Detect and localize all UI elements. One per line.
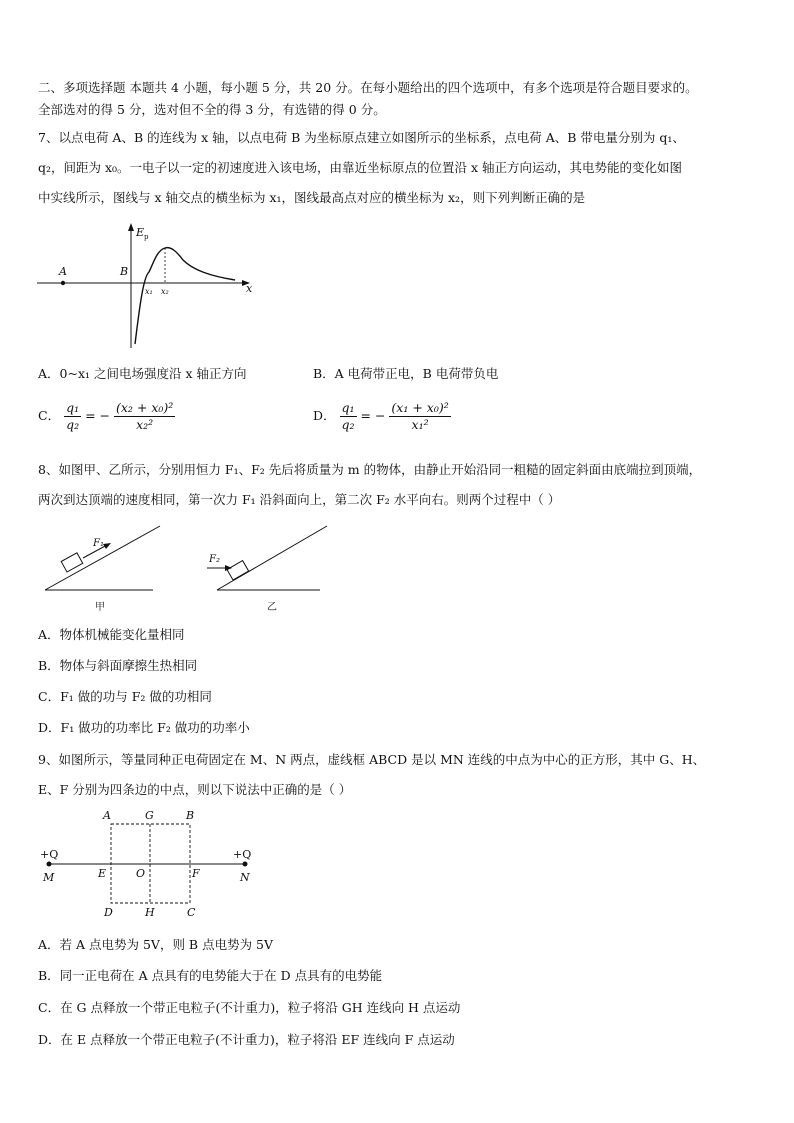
charge-n-dot: [243, 862, 248, 867]
option-c-lhs: $\frac{\text{q₁}}{\text{q₂}}$: [66, 400, 80, 432]
q9-option-b: B．同一正电荷在 A 点具有的电势能大于在 D 点具有的电势能: [38, 968, 383, 983]
q8-incline-figures: [45, 522, 345, 617]
ylabel: E: [136, 226, 145, 239]
q7-option-d: [313, 400, 451, 433]
label-f: F: [192, 867, 200, 880]
q8-option-b: B．物体与斜面摩擦生热相同: [38, 658, 198, 673]
f2-label: F₂: [209, 554, 220, 565]
q8-option-a: A．物体机械能变化量相同: [38, 627, 185, 642]
f1-label: F₁: [93, 538, 104, 549]
point-a-dot: [61, 281, 65, 285]
option-d-lhs: $\frac{\text{q₁}}{\text{q₂}}$: [341, 400, 355, 432]
q9-option-a: A．若 A 点电势为 5V，则 B 点电势为 5V: [38, 937, 274, 952]
label-c: C: [187, 906, 196, 919]
option-c-rhs: $\frac{\text{(x₂ + x₀)²}}{\text{x₂²}}$: [115, 400, 174, 432]
label-n: N: [240, 871, 250, 884]
label-b: B: [120, 265, 129, 278]
q8-option-d: D．F₁ 做功的功率比 F₂ 做功的功率小: [38, 720, 250, 735]
q7-option-a: A．0~x₁ 之间电场强度沿 x 轴正方向: [38, 366, 247, 381]
label-a: A: [103, 809, 111, 822]
xlabel: x: [246, 282, 253, 295]
caption-jia: 甲: [95, 602, 105, 613]
caption-yi: 乙: [267, 602, 277, 613]
label-x1: x₁: [145, 287, 153, 296]
section-heading: 二、多项选择题 本题共 4 小题，每小题 5 分，共 20 分。在每小题给出的四个选项中，有多个选项是符合题目要求的。: [38, 80, 698, 95]
label-qm: +Q: [40, 848, 59, 861]
label-qn: +Q: [233, 848, 252, 861]
q7-ep-graph: [35, 222, 265, 352]
block-yi: [227, 561, 249, 580]
label-h: H: [145, 906, 155, 919]
block-jia: [61, 553, 83, 572]
q8-stem-line1: 8、如图甲、乙所示，分别用恒力 F₁、F₂ 先后将质量为 m 的物体，由静止开始沿同一粗糙的固定斜面由底端拉到顶端，: [38, 462, 702, 477]
label-m: M: [43, 871, 55, 884]
q8-option-c: C．F₁ 做的功与 F₂ 做的功相同: [38, 689, 212, 704]
label-b: B: [186, 809, 195, 822]
label-x2: x₂: [161, 287, 169, 296]
q9-stem-line1: 9、如图所示，等量同种正电荷固定在 M、N 两点，虚线框 ABCD 是以 MN 连线的中点为中心的正方形，其中 G、H、: [38, 752, 706, 767]
option-d-rhs: $\frac{\text{(x₁ + x₀)²}}{\text{x₁²}}$: [391, 400, 449, 432]
q7-option-c: [38, 400, 175, 433]
label-o: O: [136, 867, 146, 880]
label-e: E: [98, 867, 107, 880]
q9-option-c: C．在 G 点释放一个带正电粒子(不计重力)，粒子将沿 GH 连线向 H 点运动: [38, 1000, 461, 1015]
q7-option-b: B．A 电荷带正电，B 电荷带负电: [313, 366, 499, 381]
q7-stem-line2: q₂，间距为 x₀。一电子以一定的初速度进入该电场，由靠近坐标原点的位置沿 x 轴正方向运动，其电势能的变化如图: [38, 160, 683, 175]
label-g: G: [145, 809, 154, 822]
charge-m-dot: [47, 862, 52, 867]
label-a: A: [59, 265, 67, 278]
q8-stem-line2: 两次到达顶端的速度相同，第一次力 F₁ 沿斜面向上，第二次 F₂ 水平向右。则两个过程中（ ）: [38, 492, 561, 507]
label-d: D: [104, 906, 113, 919]
option-c-label: C．: [38, 408, 61, 423]
q9-charges-figure: [35, 808, 275, 923]
option-d-eq: = −: [360, 408, 386, 423]
option-c-eq: = −: [85, 408, 110, 423]
option-d-label: D．: [313, 408, 336, 423]
q7-stem-line3: 中实线所示，图线与 x 轴交点的横坐标为 x₁，图线最高点对应的横坐标为 x₂，则下列判断正确的是: [38, 190, 586, 205]
y-axis-arrow-icon: [128, 223, 134, 231]
q9-option-d: D．在 E 点释放一个带正电粒子(不计重力)，粒子将沿 EF 连线向 F 点运动: [38, 1032, 455, 1047]
q9-stem-line2: E、F 分别为四条边的中点，则以下说法中正确的是（ ）: [38, 782, 352, 797]
q7-stem-line1: 7、以点电荷 A、B 的连线为 x 轴，以点电荷 B 为坐标原点建立如图所示的坐标系，点电荷 A、B 带电量分别为 q₁、: [38, 130, 685, 145]
section-heading-cont: 全部选对的得 5 分，选对但不全的得 3 分，有选错的得 0 分。: [38, 102, 386, 117]
ylabel-sub: p: [144, 233, 149, 241]
